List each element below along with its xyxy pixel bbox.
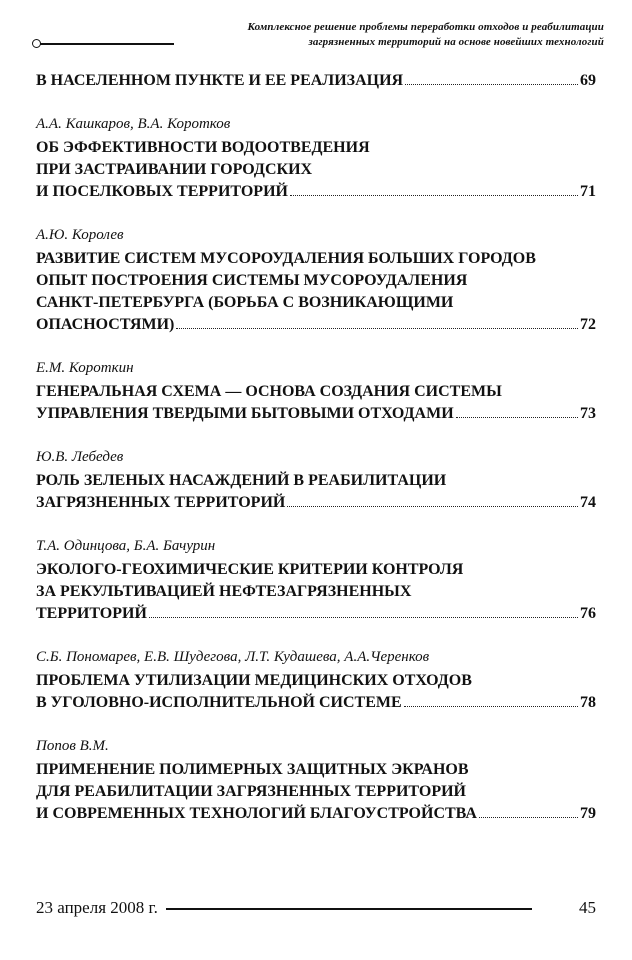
toc-entry-page: 78 [580, 694, 596, 711]
toc-entry [36, 447, 596, 514]
toc-entry-page: 69 [580, 72, 596, 89]
header-text [174, 20, 604, 50]
toc-entry-title-line: РОЛЬ ЗЕЛЕНЫХ НАСАЖДЕНИЙ В РЕАБИЛИТАЦИИ [36, 472, 447, 489]
dot-leader [290, 195, 578, 196]
toc-entry-last-line [36, 70, 596, 92]
toc-entry-last-line [36, 603, 596, 625]
toc-entry-last-line [36, 403, 596, 425]
toc-entry [36, 647, 596, 714]
toc-entry-title-line: ПРОБЛЕМА УТИЛИЗАЦИИ МЕДИЦИНСКИХ ОТХОДОВ [36, 672, 472, 689]
toc-entry-title-line: ОБ ЭФФЕКТИВНОСТИ ВОДООТВЕДЕНИЯ [36, 139, 370, 156]
toc-entry-authors: Ю.В. Лебедев [36, 449, 124, 465]
toc-entry-last-line [36, 181, 596, 203]
toc-entry [36, 70, 596, 92]
dot-leader [405, 84, 578, 85]
dot-leader [456, 417, 578, 418]
toc-entry-title-line: ПРИМЕНЕНИЕ ПОЛИМЕРНЫХ ЗАЩИТНЫХ ЭКРАНОВ [36, 761, 469, 778]
toc-entry-page: 76 [580, 605, 596, 622]
toc-entry-authors: Т.А. Одинцова, Б.А. Бачурин [36, 538, 216, 554]
toc-entry-title-line: И СОВРЕМЕННЫХ ТЕХНОЛОГИЙ БЛАГОУСТРОЙСТВА [36, 805, 477, 822]
dot-leader [404, 706, 578, 707]
toc-entry-title-line: ЗА РЕКУЛЬТИВАЦИЕЙ НЕФТЕЗАГРЯЗНЕННЫХ [36, 583, 412, 600]
header-line-1: Комплексное решение проблемы переработки отходов и реабилитации [247, 21, 604, 33]
toc-entry [36, 358, 596, 425]
toc-entry-title-line: РАЗВИТИЕ СИСТЕМ МУСОРОУДАЛЕНИЯ БОЛЬШИХ ГОРОДОВ [36, 250, 536, 267]
running-header [36, 18, 604, 62]
toc-entry-last-line [36, 492, 596, 514]
dot-leader [149, 617, 578, 618]
toc-entry-page: 71 [580, 183, 596, 200]
toc-entry-authors: Е.М. Короткин [36, 360, 134, 376]
toc-entry-title-line: УПРАВЛЕНИЯ ТВЕРДЫМИ БЫТОВЫМИ ОТХОДАМИ [36, 405, 454, 422]
dot-leader [287, 506, 578, 507]
toc-entry-last-line [36, 803, 596, 825]
toc-entry [36, 114, 596, 203]
toc-entry-page: 74 [580, 494, 596, 511]
toc-entry-title-line: САНКТ-ПЕТЕРБУРГА (БОРЬБА С ВОЗНИКАЮЩИМИ [36, 294, 454, 311]
toc-entry-title-line: ЗАГРЯЗНЕННЫХ ТЕРРИТОРИЙ [36, 494, 286, 511]
page-footer [36, 898, 596, 928]
toc-entry-page: 79 [580, 805, 596, 822]
toc-entry-authors: Попов В.М. [36, 738, 109, 754]
toc-entry-title-line: ОПЫТ ПОСТРОЕНИЯ СИСТЕМЫ МУСОРОУДАЛЕНИЯ [36, 272, 468, 289]
table-of-contents [36, 70, 596, 847]
toc-entry-authors: А.Ю. Королев [36, 227, 124, 243]
toc-entry-title-line: И ПОСЕЛКОВЫХ ТЕРРИТОРИЙ [36, 183, 288, 200]
footer-rule [166, 908, 532, 910]
toc-entry-title-line: В НАСЕЛЕННОМ ПУНКТЕ И ЕЕ РЕАЛИЗАЦИЯ [36, 72, 404, 89]
toc-entry-last-line [36, 692, 596, 714]
toc-entry-title-line: ТЕРРИТОРИЙ [36, 605, 147, 622]
toc-entry [36, 225, 596, 336]
toc-entry-page: 72 [580, 316, 596, 333]
toc-entry-authors: А.А. Кашкаров, В.А. Коротков [36, 116, 231, 132]
toc-entry-title-line: ДЛЯ РЕАБИЛИТАЦИИ ЗАГРЯЗНЕННЫХ ТЕРРИТОРИЙ [36, 783, 466, 800]
toc-entry-title-line: В УГОЛОВНО-ИСПОЛНИТЕЛЬНОЙ СИСТЕМЕ [36, 694, 402, 711]
header-line-2: загрязненных территорий на основе новейших технологий [308, 36, 604, 48]
toc-entry [36, 736, 596, 825]
toc-entry-page: 73 [580, 405, 596, 422]
page-number: 45 [579, 898, 596, 917]
header-rule [36, 43, 174, 45]
toc-entry-title-line: ОПАСНОСТЯМИ) [36, 316, 175, 333]
header-circle-ornament [32, 39, 41, 48]
toc-entry-authors: С.Б. Пономарев, Е.В. Шудегова, Л.Т. Кудашева, А.А.Черенков [36, 649, 430, 665]
toc-entry-title-line: ГЕНЕРАЛЬНАЯ СХЕМА — ОСНОВА СОЗДАНИЯ СИСТЕМЫ [36, 383, 502, 400]
dot-leader [176, 328, 578, 329]
toc-entry-last-line [36, 314, 596, 336]
toc-entry-title-line: ПРИ ЗАСТРАИВАНИИ ГОРОДСКИХ [36, 161, 313, 178]
footer-date: 23 апреля 2008 г. [36, 898, 158, 917]
dot-leader [479, 817, 578, 818]
toc-entry-title-line: ЭКОЛОГО-ГЕОХИМИЧЕСКИЕ КРИТЕРИИ КОНТРОЛЯ [36, 561, 464, 578]
toc-entry [36, 536, 596, 625]
